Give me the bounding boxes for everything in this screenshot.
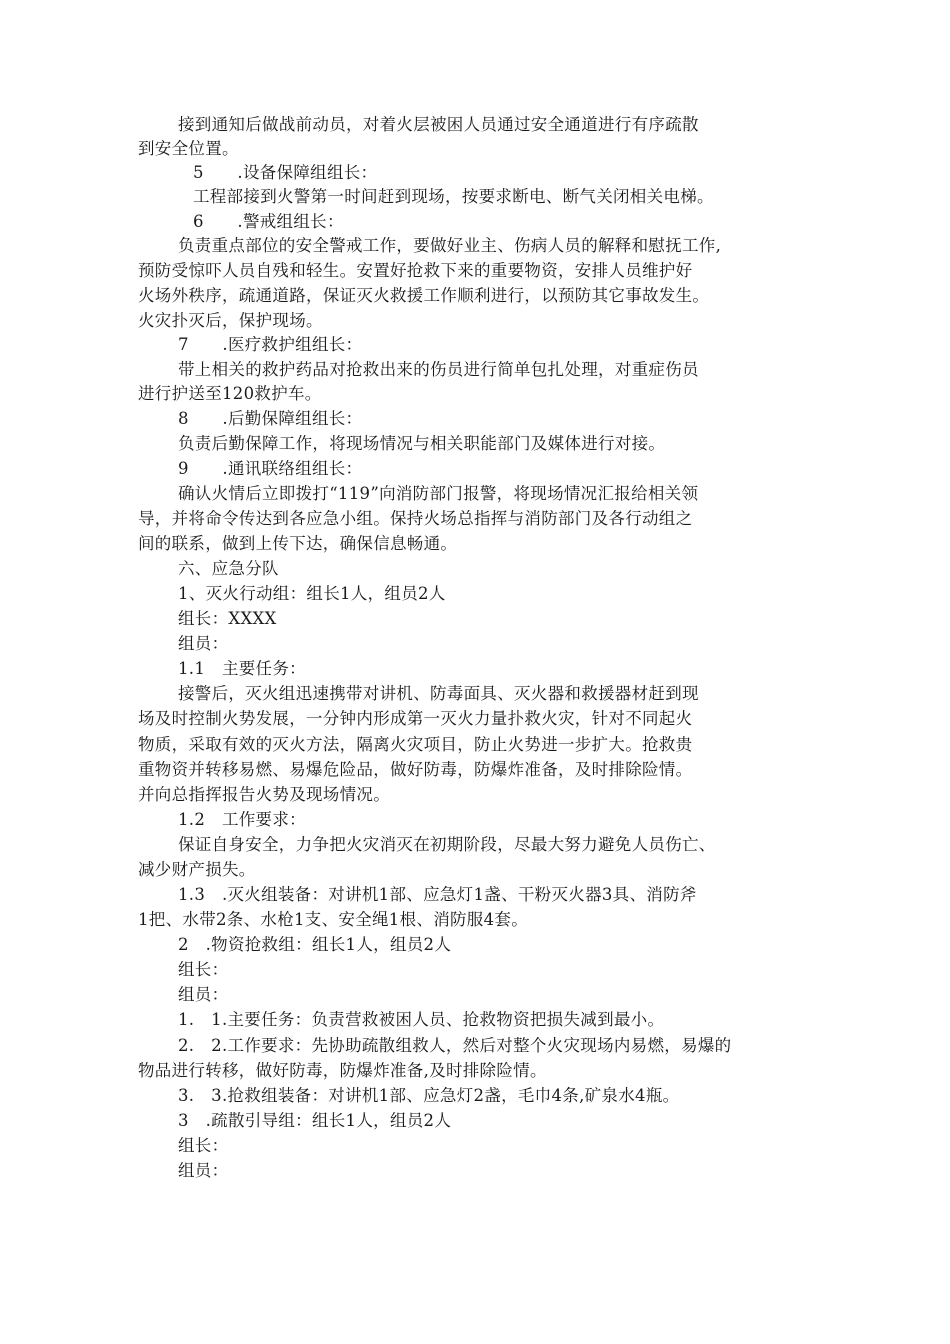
text-line: 确认火情后立即拨打“119”向消防部门报警，将现场情况汇报给相关领 <box>178 484 699 503</box>
text-line: 到安全位置。 <box>138 139 239 158</box>
section-heading: 2 .物资抢救组：组长1人，组员2人 <box>178 935 452 954</box>
text-line: 进行护送至120救护车。 <box>138 384 322 403</box>
section-heading: 6 .警戒组组长： <box>193 212 344 231</box>
text-line: 场及时控制火势发展，一分钟内形成第一灭火力量扑救火灾，针对不同起火 <box>138 709 693 728</box>
text-line: 间的联系，做到上传下达，确保信息畅通。 <box>138 534 458 553</box>
text-line: 带上相关的救护药品对抢救出来的伤员进行简单包扎处理，对重症伤员 <box>178 360 699 379</box>
text-line: 保证自身安全，力争把火灾消灭在初期阶段，尽最大努力避免人员伤亡、 <box>178 835 716 854</box>
text-line: 接到通知后做战前动员，对着火层被困人员通过安全通道进行有序疏散 <box>178 115 699 134</box>
section-heading: 5 .设备保障组组长： <box>193 163 378 182</box>
text-line: 火灾扑灭后，保护现场。 <box>138 311 323 330</box>
text-line: 负责后勤保障工作，将现场情况与相关职能部门及媒体进行对接。 <box>178 434 666 453</box>
text-line: 接警后，灭火组迅速携带对讲机、防毒面具、灭火器和救援器材赶到现 <box>178 684 699 703</box>
text-line: 减少财产损失。 <box>138 860 256 879</box>
text-line: 1、灭火行动组：组长1人，组员2人 <box>178 584 446 603</box>
text-line: 组长： <box>178 1136 229 1155</box>
section-heading: 9 .通讯联络组组长： <box>178 459 363 478</box>
text-line: 工程部接到火警第一时间赶到现场，按要求断电、断气关闭相关电梯。 <box>193 187 714 206</box>
text-line: 负责重点部位的安全警戒工作，要做好业主、伤病人员的解释和慰抚工作, <box>178 236 722 255</box>
text-line: 并向总指挥报告火势及现场情况。 <box>138 785 390 804</box>
section-heading: 1.2 工作要求： <box>178 810 306 829</box>
section-heading: 六、应急分队 <box>178 559 279 578</box>
text-line: 组长：XXXX <box>178 609 277 628</box>
text-line: 预防受惊吓人员自残和轻生。安置好抢救下来的重要物资，安排人员维护好 <box>138 261 693 280</box>
text-line: 组员： <box>178 1161 229 1180</box>
text-line: 物质，采取有效的灭火方法，隔离火灾项目，防止火势进一步扩大。抢救贵 <box>138 735 693 754</box>
text-line: 火场外秩序，疏通道路，保证灭火救援工作顺利进行，以预防其它事故发生。 <box>138 286 710 305</box>
text-line: 组员： <box>178 985 229 1004</box>
text-line: 2. 2.工作要求：先协助疏散组救人，然后对整个火灾现场内易燃，易爆的 <box>178 1036 732 1055</box>
section-heading: 3 .疏散引导组：组长1人，组员2人 <box>178 1111 452 1130</box>
text-line: 组长： <box>178 960 229 979</box>
text-line: 重物资并转移易燃、易爆危险品，做好防毒，防爆炸准备，及时排除险情。 <box>138 760 693 779</box>
section-heading: 1.1 主要任务： <box>178 659 306 678</box>
section-heading: 1.3 .灭火组装备：对讲机1部、应急灯1盏、干粉灭火器3具、消防斧 <box>178 885 697 904</box>
text-line: 物品进行转移，做好防毒，防爆炸准备,及时排除险情。 <box>138 1061 547 1080</box>
text-line: 组员： <box>178 634 229 653</box>
text-line: 1. 1.主要任务：负责营救被困人员、抢救物资把损失减到最小。 <box>178 1010 665 1029</box>
section-heading: 7 .医疗救护组组长： <box>178 335 363 354</box>
text-line: 3. 3.抢救组装备：对讲机1部、应急灯2盏，毛巾4条,矿泉水4瓶。 <box>178 1086 680 1105</box>
text-line: 1把、水带2条、水枪1支、安全绳1根、消防服4套。 <box>138 910 528 929</box>
text-line: 导，并将命令传达到各应急小组。保持火场总指挥与消防部门及各行动组之 <box>138 509 693 528</box>
section-heading: 8 .后勤保障组组长： <box>178 409 363 428</box>
